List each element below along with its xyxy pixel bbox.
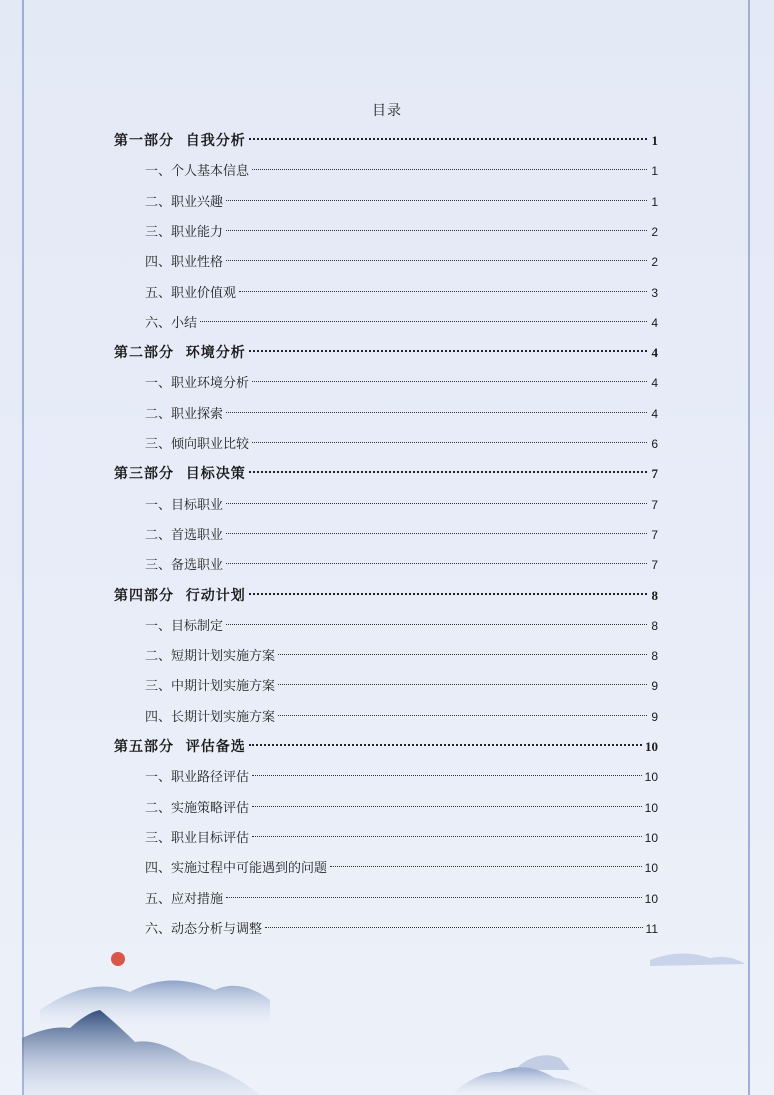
dot-leader: [226, 230, 647, 231]
toc-entry-label: 四、职业性格: [145, 255, 224, 271]
toc-page-number: 9: [651, 679, 658, 694]
toc-entry-label: 五、职业价值观: [145, 285, 237, 301]
toc-section-entry[interactable]: [145, 520, 658, 550]
toc-part-entry[interactable]: [114, 126, 658, 156]
toc-section-entry[interactable]: [145, 611, 658, 641]
toc-section-entry[interactable]: [145, 793, 658, 823]
toc-section-entry[interactable]: [145, 156, 658, 186]
toc-section-entry[interactable]: [145, 762, 658, 792]
toc-page-number: 4: [651, 315, 658, 330]
toc-page-number: 1: [651, 194, 658, 209]
toc-entry-label: 四、实施过程中可能遇到的问题: [145, 861, 328, 877]
toc-page-number: 10: [644, 861, 658, 876]
toc-page-number: 8: [651, 587, 658, 603]
toc-page-number: 7: [651, 558, 658, 573]
toc-section-entry[interactable]: [145, 247, 658, 277]
toc-page-number: 7: [651, 527, 658, 542]
toc-entry-label: 六、动态分析与调整: [145, 921, 263, 937]
toc-page-number: 9: [651, 709, 658, 724]
toc-title: 目录: [372, 103, 402, 119]
toc-entry-label: 第一部分 自我分析: [114, 133, 246, 149]
dot-leader: [226, 897, 642, 898]
toc-page-number: 2: [651, 255, 658, 270]
red-sun-icon: [111, 952, 125, 966]
toc-page-number: 11: [645, 921, 658, 936]
toc-section-entry[interactable]: [145, 702, 658, 732]
toc-entry-label: 一、职业路径评估: [145, 770, 250, 786]
toc-entry-label: 一、职业环境分析: [145, 376, 250, 392]
toc-part-entry[interactable]: [114, 581, 658, 611]
toc-entry-label: 五、应对措施: [145, 891, 224, 907]
dot-leader: [239, 291, 647, 292]
ink-mountain-illustration: [0, 930, 774, 1095]
toc-entry-label: 第二部分 环境分析: [114, 345, 246, 362]
distant-hills-left: [40, 980, 270, 1025]
dot-leader: [226, 563, 647, 564]
toc-page-number: 10: [644, 891, 658, 906]
toc-page-number: 1: [651, 164, 658, 179]
toc-section-entry[interactable]: [145, 308, 658, 338]
toc-page-number: 6: [651, 437, 658, 451]
dot-leader: [226, 533, 647, 534]
toc-entry-label: 三、职业目标评估: [145, 830, 250, 846]
dot-leader: [226, 260, 647, 261]
dot-leader: [252, 775, 642, 776]
toc-entry-label: 一、目标职业: [145, 497, 224, 513]
dot-leader: [249, 138, 647, 140]
dot-leader: [200, 321, 647, 322]
toc-entry-label: 第三部分 目标决策: [114, 466, 246, 483]
toc-entry-label: 二、实施策略评估: [145, 800, 250, 816]
dot-leader: [278, 654, 647, 655]
toc-entry-label: 二、首选职业: [145, 527, 224, 543]
toc-section-entry[interactable]: [145, 853, 658, 883]
toc-page-number: 8: [651, 649, 658, 664]
dot-leader: [252, 442, 647, 443]
dot-leader: [249, 350, 647, 352]
toc-entry-label: 三、中期计划实施方案: [145, 679, 276, 695]
toc-part-entry[interactable]: [114, 338, 658, 368]
toc-page-number: 7: [651, 497, 658, 512]
toc-section-entry[interactable]: [145, 399, 658, 429]
toc-entry-label: 一、目标制定: [145, 618, 224, 634]
dot-leader: [249, 744, 642, 746]
toc-entry-label: 第四部分 行动计划: [114, 587, 246, 604]
toc-section-entry[interactable]: [145, 823, 658, 853]
toc-entry-label: 二、职业探索: [145, 406, 224, 422]
toc-entry-label: 一、个人基本信息: [145, 164, 250, 180]
toc-section-entry[interactable]: [145, 278, 658, 308]
toc-section-entry[interactable]: [145, 187, 658, 217]
toc-entry-label: 二、短期计划实施方案: [145, 649, 276, 665]
dot-leader: [226, 412, 647, 413]
toc-page-number: 1: [651, 133, 658, 148]
toc-page-number: 4: [651, 345, 658, 361]
dot-leader: [252, 836, 642, 837]
toc-entry-label: 六、小结: [145, 315, 198, 331]
toc-page-number: 7: [651, 466, 658, 482]
toc-entry-label: 第五部分 评估备选: [114, 739, 246, 755]
toc-page-number: 10: [644, 770, 658, 785]
toc-page-number: 10: [645, 739, 658, 754]
toc-section-entry[interactable]: [145, 550, 658, 580]
dot-leader: [278, 715, 647, 716]
toc-section-entry[interactable]: [145, 368, 658, 398]
toc-part-entry[interactable]: [114, 732, 658, 762]
toc-section-entry[interactable]: [145, 884, 658, 914]
toc-page-number: 10: [644, 800, 658, 815]
toc-section-entry[interactable]: [145, 671, 658, 701]
toc-section-entry[interactable]: [145, 429, 658, 459]
cloud-right: [650, 953, 745, 966]
dot-leader: [249, 471, 647, 473]
toc-section-entry[interactable]: [145, 641, 658, 671]
toc-entry-label: 三、备选职业: [145, 558, 224, 574]
dot-leader: [265, 927, 643, 928]
dot-leader: [252, 806, 642, 807]
toc-section-entry[interactable]: [145, 217, 658, 247]
toc-section-entry[interactable]: [145, 490, 658, 520]
dot-leader: [226, 200, 647, 201]
toc-page-number: 4: [651, 376, 658, 391]
far-peak-right: [515, 1055, 570, 1070]
dot-leader: [278, 684, 647, 685]
toc-entry-label: 二、职业兴趣: [145, 194, 224, 210]
toc-page-number: 8: [651, 618, 658, 633]
toc-page-number: 4: [651, 406, 658, 421]
dot-leader: [252, 169, 647, 170]
toc-section-entry[interactable]: [145, 914, 658, 944]
dot-leader: [226, 624, 647, 625]
toc-page-number: 10: [644, 830, 658, 845]
toc-entry-label: 三、职业能力: [145, 224, 224, 240]
dot-leader: [330, 866, 642, 867]
toc-page-number: 2: [651, 224, 658, 239]
dot-leader: [226, 503, 647, 504]
toc-entry-label: 三、倾向职业比较: [145, 437, 250, 452]
toc-entry-label: 四、长期计划实施方案: [145, 709, 276, 725]
toc-page-number: 3: [651, 285, 658, 300]
small-peak-right: [450, 1067, 600, 1095]
toc-part-entry[interactable]: [114, 459, 658, 489]
dot-leader: [252, 381, 647, 382]
dot-leader: [249, 593, 647, 595]
